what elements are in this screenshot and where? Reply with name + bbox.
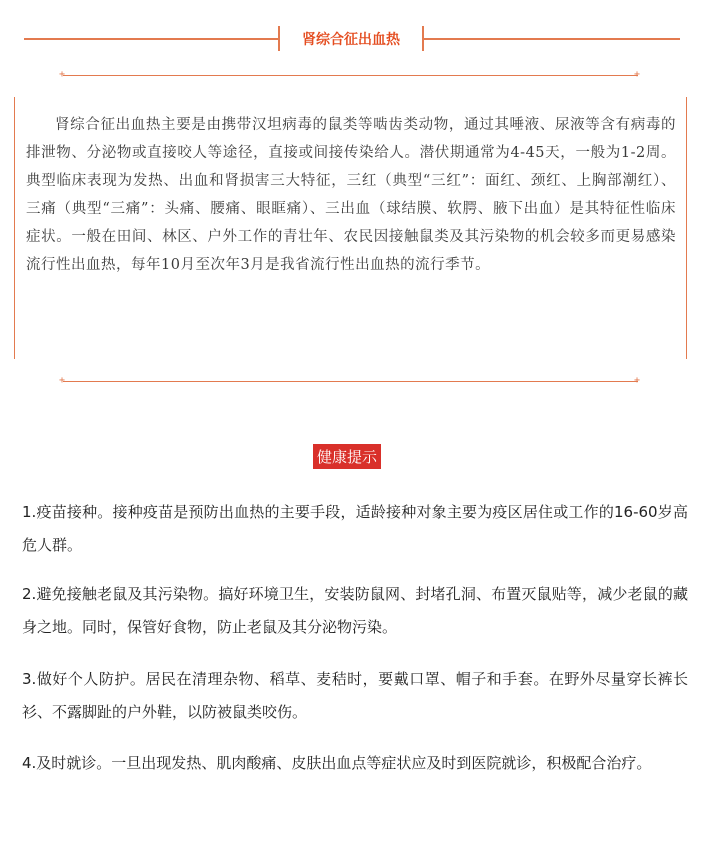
tip-item-personal-protection: 3.做好个人防护。居民在清理杂物、稻草、麦秸时，要戴口罩、帽子和手套。在野外尽量穿长裤长衫、不露脚趾的户外鞋，以防被鼠类咬伤。 bbox=[22, 670, 688, 721]
title-divider-left bbox=[24, 38, 280, 40]
health-tips-badge bbox=[313, 444, 381, 469]
intro-top-rule bbox=[63, 75, 638, 76]
intro-bottom-rule bbox=[63, 381, 638, 382]
intro-paragraph: 肾综合征出血热主要是由携带汉坦病毒的鼠类等啮齿类动物，通过其唾液、尿液等含有病毒的排泄物、分泌物或直接咬人等途径，直接或间接传染给人。潜伏期通常为4-45天，一般为1-2周。典型临床表现为发热、出血和肾损害三大特征，三红（典型“三红”：面红、颈红、上胸部潮红）、三痛（典型“三痛”：头痛、腰痛、眼眶痛）、三出血（球结膜、软腭、腋下出血）是其特征性临床症状。一般在田间、林区、户外工作的青壮年、农民因接触鼠类及其污染物的机会较多而更易感染流行性出血热，每年10月至次年3月是我省流行性出血热的流行季节。 bbox=[26, 117, 676, 273]
tip-item-avoid-rodents: 2.避免接触老鼠及其污染物。搞好环境卫生，安装防鼠网、封堵孔洞、布置灭鼠贴等，减少老鼠的藏身之地。同时，保管好食物，防止老鼠及其分泌物污染。 bbox=[22, 585, 688, 636]
page-title bbox=[278, 26, 424, 51]
plus-ornament-icon: + bbox=[634, 69, 641, 80]
health-tips-heading: 健康提示 bbox=[317, 448, 378, 466]
plus-ornament-icon: + bbox=[59, 69, 66, 80]
tip-item-vaccination: 1.疫苗接种。接种疫苗是预防出血热的主要手段，适龄接种对象主要为疫区居住或工作的16-60岁高危人群。 bbox=[22, 503, 688, 554]
title-divider-right bbox=[422, 38, 680, 40]
plus-ornament-icon: + bbox=[59, 375, 66, 386]
tip-item-seek-treatment: 4.及时就诊。一旦出现发热、肌肉酸痛、皮肤出血点等症状应及时到医院就诊，积极配合治疗。 bbox=[22, 754, 652, 772]
plus-ornament-icon: + bbox=[634, 375, 641, 386]
page-title-text: 肾综合征出血热 bbox=[302, 31, 400, 48]
